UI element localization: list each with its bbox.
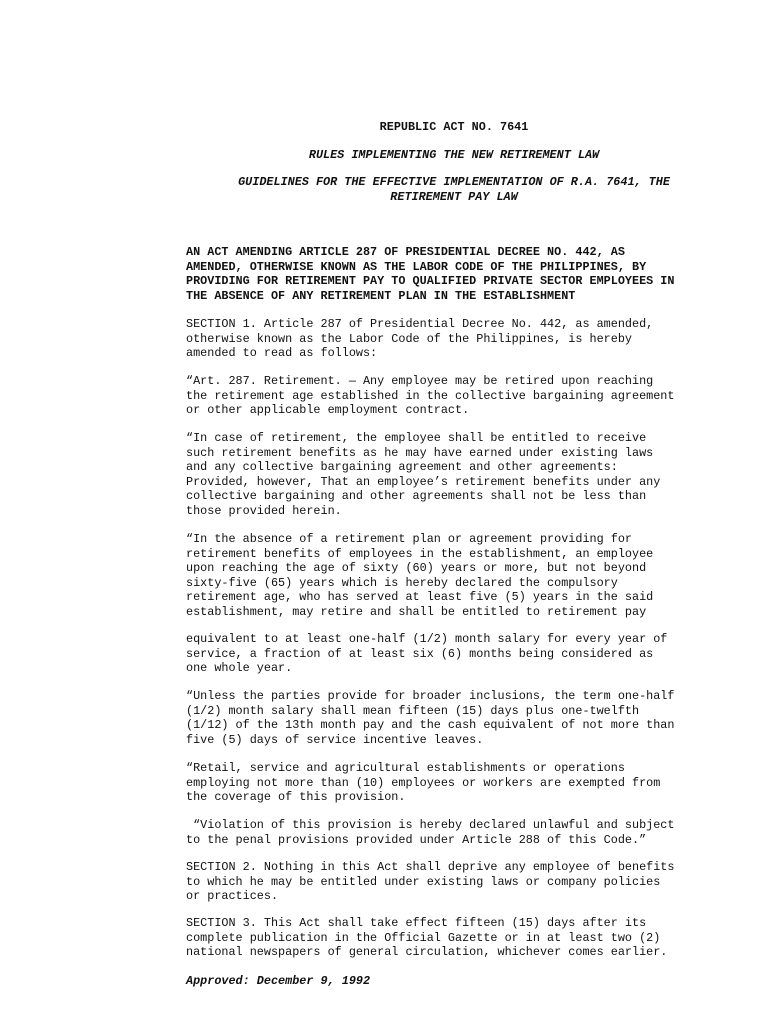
art-287-paragraph: “Art. 287. Retirement. — Any employee may be retired upon reaching the retirement age established in the collective bargaining agreement or other applicable employment contract.	[186, 374, 675, 418]
guidelines-heading: GUIDELINES FOR THE EFFECTIVE IMPLEMENTATION OF R.A. 7641, THE RETIREMENT PAY LAW	[238, 175, 670, 204]
act-title: AN ACT AMENDING ARTICLE 287 OF PRESIDENTIAL DECREE NO. 442, AS AMENDED, OTHERWISE KNOWN AS THE LABOR CODE OF THE PHILIPPINES, BY PROVIDING FOR RETIREMENT PAY TO QUALIFIED PRIVATE SECTOR EMPLOYEES IN THE ABSENCE OF ANY RETIREMENT PLAN IN THE ESTABLISHMENT	[186, 245, 675, 303]
section-2-paragraph: SECTION 2. Nothing in this Act shall deprive any employee of benefits to which he may be entitled under existing laws or company policies or practices.	[186, 860, 675, 904]
section-1-paragraph: SECTION 1. Article 287 of Presidential Decree No. 442, as amended, otherwise known as the Labor Code of the Philippines, is hereby amended to read as follows:	[186, 317, 654, 361]
equivalent-paragraph: equivalent to at least one-half (1/2) month salary for every year of service, a fraction of at least six (6) months being considered as one whole year.	[186, 632, 668, 676]
violation-paragraph: “Violation of this provision is hereby declared unlawful and subject to the penal provisions provided under Article 288 of this Code.”	[186, 818, 675, 847]
case-of-retirement-paragraph: “In case of retirement, the employee shall be entitled to receive such retirement benefits as he may have earned under existing laws and any collective bargaining agreement and other agreements: Provided, however, That an employee’s retirement benefits under any collective bargaining and other agreements shall not be less than those provided herein.	[186, 431, 661, 518]
act-number-heading: REPUBLIC ACT NO. 7641	[379, 120, 529, 134]
rules-subtitle: RULES IMPLEMENTING THE NEW RETIREMENT LAW	[308, 148, 600, 162]
absence-of-plan-paragraph: “In the absence of a retirement plan or agreement providing for retirement benefits of employees in the establishment, an employee upon reaching the age of sixty (60) years or more, but not beyond sixty-five (65) years which is hereby declared the compulsory retirement age, who has served at least five (5) years in the said establishment, may retire and shall be entitled to retirement pay	[186, 532, 654, 619]
unless-paragraph: “Unless the parties provide for broader inclusions, the term one-half (1/2) month salary shall mean fifteen (15) days plus one-twelfth (1/12) of the 13th month pay and the cash equivalent of not more than five (5) days of service incentive leaves.	[186, 689, 675, 747]
approved-date: Approved: December 9, 1992	[186, 974, 371, 988]
section-3-paragraph: SECTION 3. This Act shall take effect fifteen (15) days after its complete publication in the Official Gazette or in at least two (2) national newspapers of general circulation, whichever comes earlier.	[186, 916, 668, 960]
retail-paragraph: “Retail, service and agricultural establishments or operations employing not more than (10) employees or workers are exempted from the coverage of this provision.	[186, 761, 661, 805]
